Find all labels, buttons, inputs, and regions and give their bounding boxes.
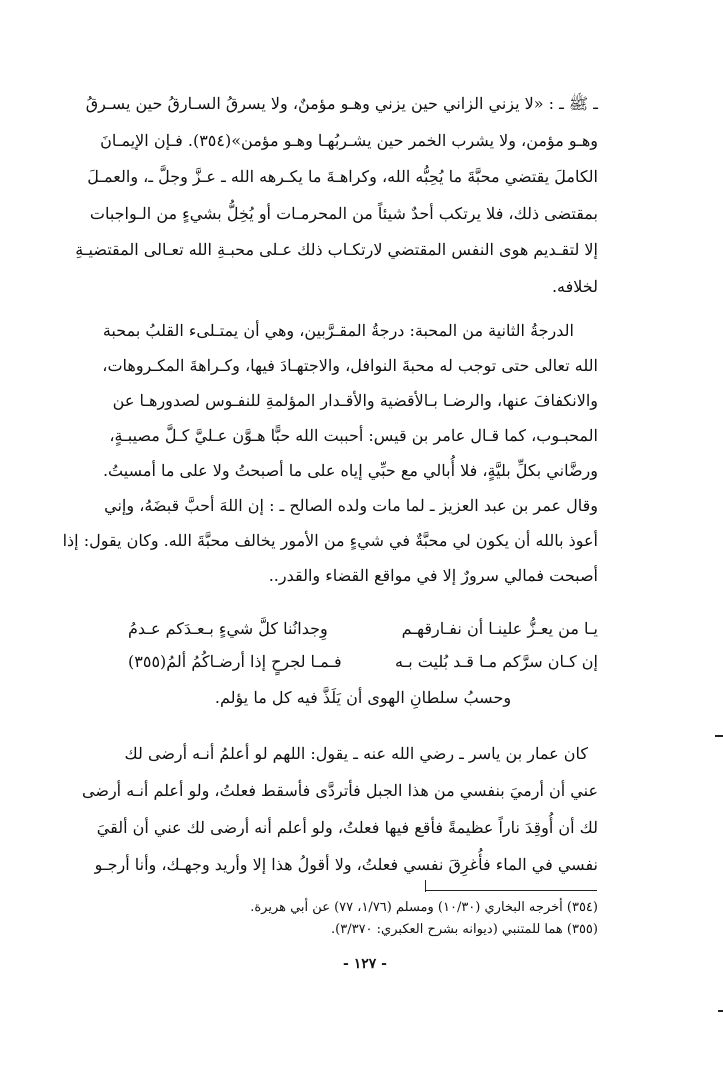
footnotes [128,897,598,941]
verse-second-hemistich: فـمـا لجرحٍ إذا أرضـاكُمُ ألمُ(٣٥٥) [128,652,342,671]
text-line: نفسي في الماء فأُغرِقَ نفسي فعلتُ، ولا أقولُ هذا إلا وأريد وجهـك، وأنا أرجـو [94,855,598,874]
text-line: الدرجةُ الثانية من المحبة: درجةُ المقـرَّبين، وهي أن يمتـلىء القلبُ بمحبة [102,321,574,340]
text-line: المحبـوب، كما قـال عامر بن قيس: أحببت الله حبًّا هـوَّن عـليَّ كـلَّ مصيبـةٍ، [109,426,598,445]
text-line: وهـو مؤمن، ولا يشرب الخمر حين يشـربُهـا وهـو مؤمن»(٣٥٤). فـإن الإيمـانَ [100,130,598,150]
verse-line [128,645,598,678]
verse-line [128,612,598,645]
text-line: الكاملَ يقتضي محبَّةَ ما يُحِبُّه الله، وكراهـةَ ما يكـرهه الله ـ عـزَّ وجلَّ ـ، والعمـلَ [87,167,598,186]
page-number: - ١٢٧ - [343,956,387,972]
verse-first-hemistich: إن كـان سرَّكم مـا قـد بُليت بـه [394,652,598,671]
after-verse-line: وحسبُ سلطانِ الهوى أن يَلَذَّ فيه كل ما يؤلم. [214,688,512,707]
text-line: عني أن أرميَ بنفسي من هذا الجبل فأتردَّى فأسقط فعلتُ، ولو أعلم أنـه أرضى [82,781,598,800]
text-line: لك أن أُوقِدَ ناراً عظيمةً فأقع فيها فعلتُ، ولو أعلم أنه أرضى لك عني أن ألقيَ [96,818,598,837]
text-line: والانكفافَ عنها، والرضـا بـالأقضية والأقـدار المؤلمةِ للنفـوس لصدورهـا عن [112,391,598,410]
text-line: وقال عمر بن عبد العزيز ـ لما مات ولده الصالح ـ : إن اللهَ أحبَّ قبضَهُ، وإني [104,496,598,515]
margin-mark [715,735,723,737]
verse-second-hemistich: وِجدانُنا كلَّ شيءٍ بـعـدَكم عـدمُ [128,619,328,638]
text-line: الله تعالى حتى توجب له محبةَ النوافل، والاجتهـادَ فيها، وكـراهةَ المكـروهات، [102,356,598,375]
text-line: لخلافه. [551,276,598,296]
text-line: أصبحت فمالي سرورٌ إلا في مواقع القضاء والقدر.. [268,566,598,585]
margin-mark [718,1010,723,1012]
text-line: بمقتضى ذلك، فلا يرتكب أحدٌ شيئاً من المحرمـات أو يُخِلُّ بشيءٍ من الـواجبات [89,203,598,223]
footnote-divider [425,890,597,891]
text-line: إلا لتقـديم هوى النفس المقتضي لارتكـاب ذلك عـلى محبـةِ الله تعـالى المقتضيـةِ [75,240,598,259]
footnote: (٣٥٤) أخرجه البخاري (١٠/٣٠) ومسلم (١/٧٦، ٧٧) عن أبي هريرة. [250,900,598,915]
text-line: ورضَّاني بكلِّ بليَّةٍ، فلا أُبالي مع حبِّي إياه على ما أصبحتُ ولا على ما أمسيتُ. [102,461,598,480]
paragraph-2 [62,313,598,593]
footnote-divider-tick [425,880,426,892]
text-line: كان عمار بن ياسر ـ رضي الله عنه ـ يقول: اللهم لو أعلمُ أنـه أرضى لك [124,744,588,763]
verse-first-hemistich: يـا من يعـزُّ علينـا أن نفـارقهـم [401,619,598,638]
footnote: (٣٥٥) هما للمتنبي (ديوانه بشرح العكبري: ٣/٣٧٠). [331,922,598,937]
paragraph-1 [75,86,598,305]
text-line: أعوذ بالله أن يكون لي محبَّةٌ في شيءٍ من الأمور يخالف محبَّةَ الله. وكان يقول: إذا [62,531,598,550]
poetry-verses [128,612,598,678]
paragraph-3 [82,735,598,883]
text-line: ـ ﷺ ـ : «لا يزني الزاني حين يزني وهـو مؤمنٌ، ولا يسرقُ السـارقُ حين يسـرقُ [85,94,598,113]
